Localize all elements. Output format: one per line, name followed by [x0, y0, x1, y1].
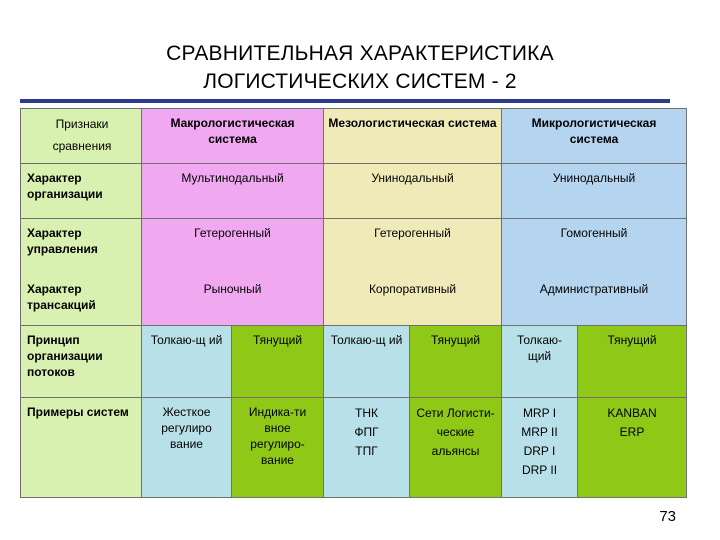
cell-transactions-mezo: Корпоративный	[368, 282, 457, 296]
cell-transactions-macro: Рыночный	[203, 282, 262, 296]
cell-flows-mezo-push: Толкаю-щ ий	[324, 326, 410, 398]
list-item: ФПГ	[354, 425, 379, 439]
list-item: ТНК	[355, 406, 378, 420]
cell-management-transactions-macro	[142, 219, 324, 326]
cell-examples-mezo-b: Сети Логисти- ческие альянсы	[410, 398, 502, 498]
cell-examples-micro-a	[502, 398, 578, 498]
cell-organization-macro: Мультинодальный	[142, 164, 324, 219]
list-item: ТПГ	[355, 444, 378, 458]
list-item: MRP I	[522, 406, 557, 420]
table-header-row	[21, 109, 687, 164]
header-macro: Макрологистическая система	[142, 109, 324, 164]
header-micro: Микрологистическая система	[502, 109, 687, 164]
header-criteria: Признаки сравнения	[21, 109, 142, 164]
table-row-flows	[21, 326, 687, 398]
cell-examples-macro-a: Жесткое регулиро вание	[142, 398, 232, 498]
row-label-management: Характер управления	[27, 226, 98, 256]
cell-organization-mezo: Унинодальный	[324, 164, 502, 219]
title-underline	[20, 99, 670, 103]
cell-transactions-micro: Административный	[539, 282, 649, 296]
slide-title	[0, 40, 720, 96]
cell-flows-micro-push: Толкаю- щий	[502, 326, 578, 398]
row-label-flows: Принцип организации потоков	[21, 326, 142, 398]
list-item: ERP	[619, 425, 645, 439]
cell-organization-micro: Унинодальный	[502, 164, 687, 219]
row-label-transactions: Характер трансакций	[27, 282, 96, 312]
page-number: 73	[659, 508, 676, 525]
cell-management-mezo: Гетерогенный	[374, 226, 451, 240]
cell-flows-macro-pull: Тянущий	[232, 326, 324, 398]
cell-flows-mezo-pull: Тянущий	[410, 326, 502, 398]
cell-examples-mezo-a	[324, 398, 410, 498]
title-line-2: ЛОГИСТИЧЕСКИХ СИСТЕМ - 2	[203, 70, 517, 93]
cell-examples-micro-b	[578, 398, 687, 498]
cell-management-transactions-mezo	[324, 219, 502, 326]
row-label-organization: Характер организации	[21, 164, 142, 219]
header-mezo: Мезологистическая система	[324, 109, 502, 164]
cell-examples-macro-b: Индика-ти вное регулиро- вание	[232, 398, 324, 498]
cell-management-micro: Гомогенный	[560, 226, 628, 240]
comparison-table	[20, 108, 687, 498]
row-label-management-transactions	[21, 219, 142, 326]
cell-management-macro: Гетерогенный	[194, 226, 271, 240]
cell-flows-micro-pull: Тянущий	[578, 326, 687, 398]
cell-flows-macro-push: Толкаю-щ ий	[142, 326, 232, 398]
list-item: DRP II	[521, 463, 558, 477]
title-line-1: СРАВНИТЕЛЬНАЯ ХАРАКТЕРИСТИКА	[166, 42, 554, 65]
list-item: KANBAN	[607, 406, 657, 420]
table-row-organization	[21, 164, 687, 219]
table-row-management-transactions	[21, 219, 687, 326]
cell-management-transactions-micro	[502, 219, 687, 326]
list-item: DRP I	[523, 444, 556, 458]
table-row-examples	[21, 398, 687, 498]
list-item: MRP II	[521, 425, 558, 439]
row-label-examples: Примеры систем	[21, 398, 142, 498]
